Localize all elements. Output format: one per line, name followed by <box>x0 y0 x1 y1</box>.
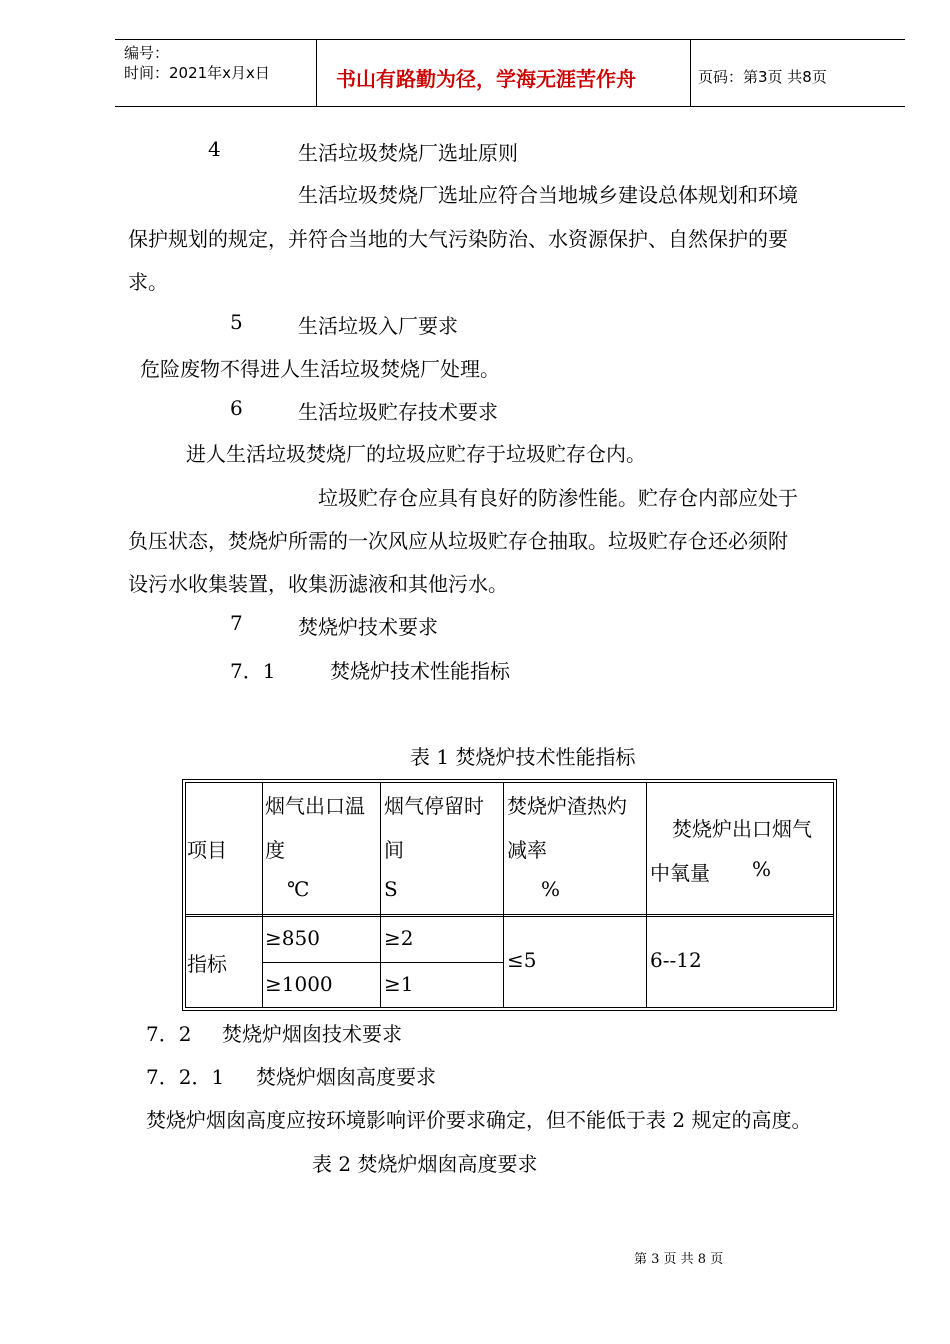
table-1-header-item: 项目 <box>187 838 227 862</box>
section-6-text-line-1: 进人生活垃圾焚烧厂的垃圾应贮存于垃圾贮存仓内。 <box>186 442 646 466</box>
section-5-title: 生活垃圾入厂要求 <box>298 314 458 338</box>
section-4-text-line-1: 生活垃圾焚烧厂选址应符合当地城乡建设总体规划和环境 <box>298 183 798 207</box>
header-motto: 书山有路勤为径，学海无涯苦作舟 <box>336 67 636 91</box>
table-1-header-o2-unit: % <box>752 857 772 881</box>
table-1-time-value-b: ≥1 <box>384 972 414 996</box>
section-4-title: 生活垃圾焚烧厂选址原则 <box>298 141 518 165</box>
section-4-number: 4 <box>208 137 221 161</box>
table-2-caption: 表 2 焚烧炉烟囱高度要求 <box>312 1152 538 1176</box>
table-1-header-temp-unit: ℃ <box>287 877 310 901</box>
table-1-temp-value-b: ≥1000 <box>265 972 333 996</box>
table-1-loss-value: ≤5 <box>507 948 537 972</box>
table-1-header-time-line-2: 间 <box>384 838 404 862</box>
header-time-label: 时间：2021年x月x日 <box>124 64 270 82</box>
table-1-time-value-a: ≥2 <box>384 926 414 950</box>
section-7-2-1-title: 焚烧炉烟囱高度要求 <box>256 1065 436 1089</box>
section-5-text-line-1: 危险废物不得进人生活垃圾焚烧厂处理。 <box>140 357 500 381</box>
header-divider-2 <box>690 39 691 107</box>
table-1-header-time-unit: S <box>384 877 398 901</box>
table-1-header-temp-line-2: 度 <box>265 838 285 862</box>
section-7-2-title: 焚烧炉烟囱技术要求 <box>222 1022 402 1046</box>
section-6-title: 生活垃圾贮存技术要求 <box>298 400 498 424</box>
table-1-header-o2-line-2: 中氧量 <box>650 861 710 885</box>
section-6-text-line-2: 垃圾贮存仓应具有良好的防渗性能。贮存仓内部应处于 <box>318 486 798 510</box>
table-1-header-o2-line-1: 焚烧炉出口烟气 <box>672 817 812 841</box>
header-bottom-rule <box>115 106 905 107</box>
section-6-text-line-3: 负压状态，焚烧炉所需的一次风应从垃圾贮存仓抽取。垃圾贮存仓还必须附 <box>128 529 788 553</box>
section-7-2-1-number: 7．2．1 <box>146 1065 225 1089</box>
header-code-label: 编号： <box>124 44 170 62</box>
table-1-header-loss-line-2: 减率 <box>507 838 547 862</box>
section-7-title: 焚烧炉技术要求 <box>298 615 438 639</box>
section-4-text-line-2: 保护规划的规定，并符合当地的大气污染防治、水资源保护、自然保护的要 <box>128 227 788 251</box>
section-4-text-line-3: 求。 <box>128 270 168 294</box>
table-1-header-temp-line-1: 烟气出口温 <box>265 794 365 818</box>
section-5-number: 5 <box>230 310 243 334</box>
section-7-2-number: 7．2 <box>146 1022 192 1046</box>
header-top-rule <box>115 39 905 40</box>
footer-page-number: 第 3 页 共 8 页 <box>634 1252 724 1267</box>
table-1-caption: 表 1 焚烧炉技术性能指标 <box>410 745 636 769</box>
table-1-header-time-line-1: 烟气停留时 <box>384 794 484 818</box>
section-6-text-line-4: 设污水收集装置，收集沥滤液和其他污水。 <box>128 572 508 596</box>
header-page-label: 页码：第3页 共8页 <box>698 68 827 86</box>
table-1-header-loss-line-1: 焚烧炉渣热灼 <box>507 794 627 818</box>
header-divider-1 <box>316 39 317 107</box>
section-7-number: 7 <box>230 611 243 635</box>
table-1-row-label: 指标 <box>187 952 227 976</box>
table-1-o2-value: 6--12 <box>650 948 702 972</box>
table-1-temp-value-a: ≥850 <box>265 926 320 950</box>
section-6-number: 6 <box>230 396 243 420</box>
section-7-1-number: 7．1 <box>230 659 276 683</box>
table-1-header-loss-unit: % <box>541 877 561 901</box>
section-7-2-1-text-line-1: 焚烧炉烟囱高度应按环境影响评价要求确定，但不能低于表 2 规定的高度。 <box>146 1108 812 1132</box>
section-7-1-title: 焚烧炉技术性能指标 <box>330 659 510 683</box>
